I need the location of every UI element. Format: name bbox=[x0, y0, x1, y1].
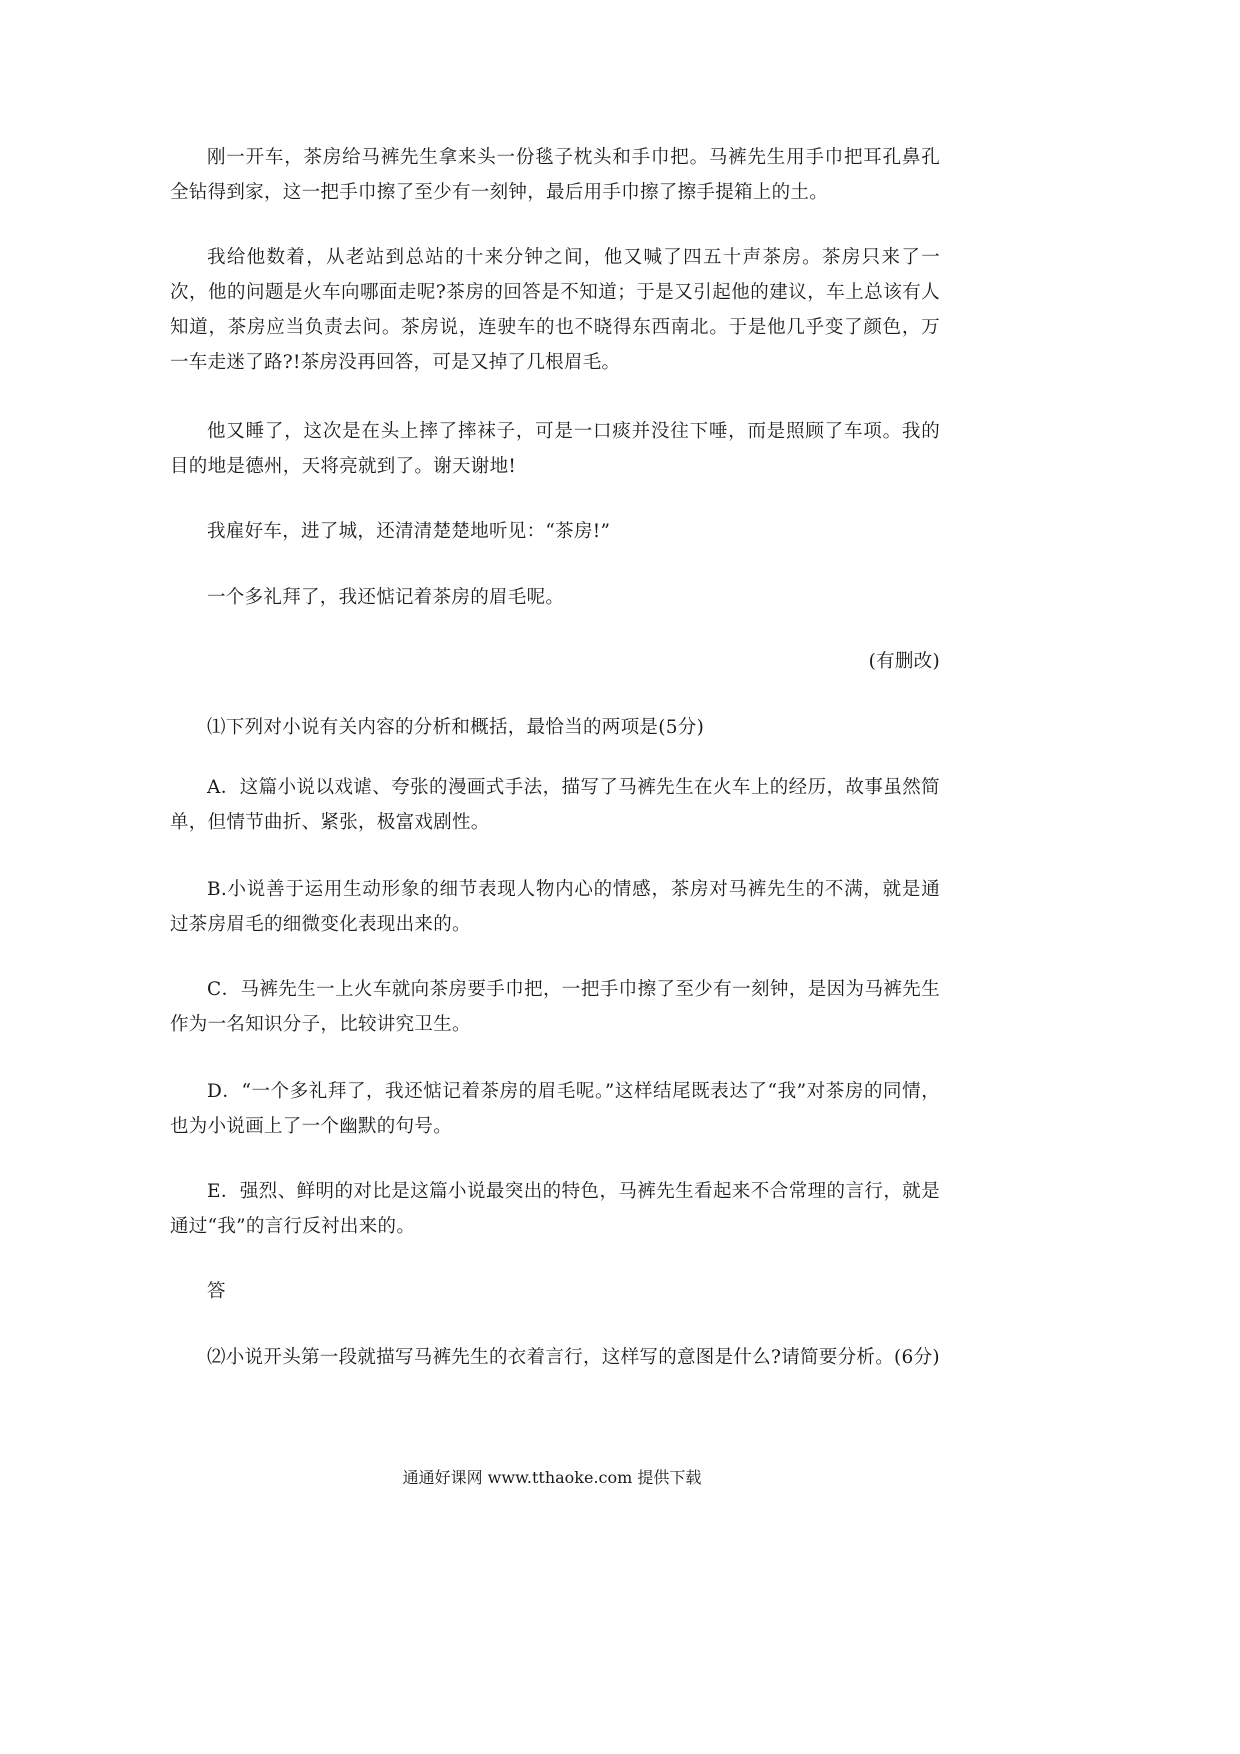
question-1-option-b: B.小说善于运用生动形象的细节表现人物内心的情感，茶房对马裤先生的不满，就是通过茶房眉毛的细微变化表现出来的。 bbox=[170, 879, 940, 935]
story-paragraph-4: 我雇好车，进了城，还清清楚楚地听见：“茶房!” bbox=[207, 521, 611, 542]
page-footer: 通通好课网 www.tthaoke.com 提供下载 bbox=[402, 1468, 702, 1487]
question-1-option-d: D．“一个多礼拜了，我还惦记着茶房的眉毛呢。”这样结尾既表达了“我”对茶房的同情，也为小说画上了一个幽默的句号。 bbox=[170, 1081, 940, 1137]
story-paragraph-1: 刚一开车，茶房给马裤先生拿来头一份毯子枕头和手巾把。马裤先生用手巾把耳孔鼻孔全钻得到家，这一把手巾擦了至少有一刻钟，最后用手巾擦了擦手提箱上的土。 bbox=[170, 147, 940, 203]
story-paragraph-3: 他又睡了，这次是在头上摔了摔袜子，可是一口痰并没往下唾，而是照顾了车项。我的目的地是德州，天将亮就到了。谢天谢地! bbox=[170, 421, 940, 477]
question-1-option-a: A．这篇小说以戏谑、夸张的漫画式手法，描写了马裤先生在火车上的经历，故事虽然简单，但情节曲折、紧张，极富戏剧性。 bbox=[170, 777, 940, 833]
question-1-stem: ⑴下列对小说有关内容的分析和概括，最恰当的两项是(5分) bbox=[207, 717, 705, 738]
question-1-option-e: E．强烈、鲜明的对比是这篇小说最突出的特色，马裤先生看起来不合常理的言行，就是通过“我”的言行反衬出来的。 bbox=[170, 1181, 940, 1237]
answer-label: 答 bbox=[207, 1281, 226, 1302]
story-paragraph-5: 一个多礼拜了，我还惦记着茶房的眉毛呢。 bbox=[207, 587, 565, 608]
question-2-stem: ⑵小说开头第一段就描写马裤先生的衣着言行，这样写的意图是什么?请简要分析。(6分) bbox=[207, 1347, 940, 1368]
story-paragraph-2: 我给他数着，从老站到总站的十来分钟之间，他又喊了四五十声茶房。茶房只来了一次，他的问题是火车向哪面走呢?茶房的回答是不知道；于是又引起他的建议，车上总该有人知道，茶房应当负责去问。茶房说，连驶车的也不晓得东西南北。于是他几乎变了颜色，万一车走迷了路?!茶房没再回答，可是又掉了几根眉毛。 bbox=[170, 247, 940, 373]
question-1-option-c: C．马裤先生一上火车就向茶房要手巾把，一把手巾擦了至少有一刻钟，是因为马裤先生作为一名知识分子，比较讲究卫生。 bbox=[170, 979, 940, 1035]
source-note: (有删改) bbox=[868, 651, 940, 672]
